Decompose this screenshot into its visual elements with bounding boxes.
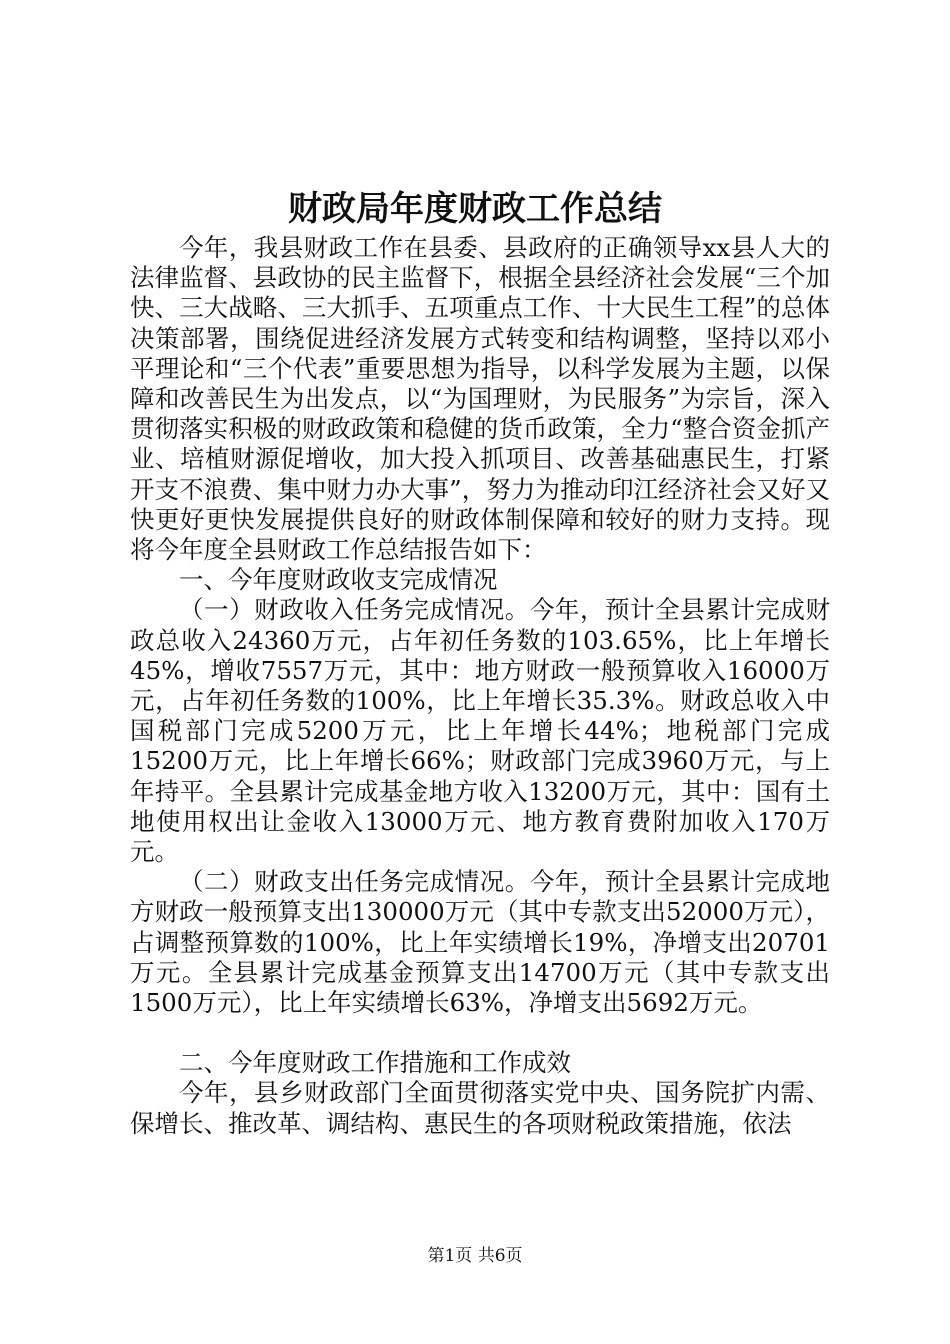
paragraph-revenue: （一）财政收入任务完成情况。今年，预计全县累计完成财政总收入24360万元，占年初任务数的103.65%，比上年增长45%，增收7557万元，其中：地方财政一般预算收入16000万元，占年初任务数的100%，比上年增长35.3%。财政总收入中国税部门完成5200万元，比上年增长44%；地税部门完成15200万元，比上年增长66%；财政部门完成3960万元，与上年持平。全县累计完成基金地方收入13200万元，其中：国有土地使用权出让金收入13000万元、地方教育费附加收入170万元。 bbox=[130, 595, 830, 867]
paragraph-expenditure: （二）财政支出任务完成情况。今年，预计全县累计完成地方财政一般预算支出130000万元（其中专款支出52000万元），占调整预算数的100%，比上年实绩增长19%，净增支出20701万元。全县累计完成基金预算支出14700万元（其中专款支出1500万元），比上年实绩增长63%，净增支出5692万元。 bbox=[130, 867, 830, 1018]
paragraph-measures: 今年，县乡财政部门全面贯彻落实党中央、国务院扩内需、保增长、推改革、调结构、惠民生的各项财税政策措施，依法 bbox=[130, 1078, 830, 1138]
heading-section-2: 二、今年度财政工作措施和工作成效 bbox=[179, 1048, 571, 1078]
paragraph-gap bbox=[130, 1018, 830, 1048]
page-footer: 第1页 共6页 bbox=[427, 1246, 523, 1266]
document-title: 财政局年度财政工作总结 bbox=[288, 189, 662, 229]
heading-section-1: 一、今年度财政收支完成情况 bbox=[179, 565, 498, 595]
paragraph-intro: 今年，我县财政工作在县委、县政府的正确领导xx县人大的法律监督、县政协的民主监督下，根据全县经济社会发展“三个加快、三大战略、三大抓手、五项重点工作、十大民生工程”的总体决策部署，围绕促进经济发展方式转变和结构调整，坚持以邓小平理论和“三个代表”重要思想为指导，以科学发展为主题，以保障和改善民生为出发点，以“为国理财，为民服务”为宗旨，深入贯彻落实积极的财政政策和稳健的货币政策，全力“整合资金抓产业、培植财源促增收，加大投入抓项目、改善基础惠民生，打紧开支不浪费、集中财力办大事”，努力为推动印江经济社会又好又快更好更快发展提供良好的财政体制保障和较好的财力支持。现将今年度全县财政工作总结报告如下： bbox=[130, 233, 830, 565]
document-body bbox=[130, 233, 830, 1139]
